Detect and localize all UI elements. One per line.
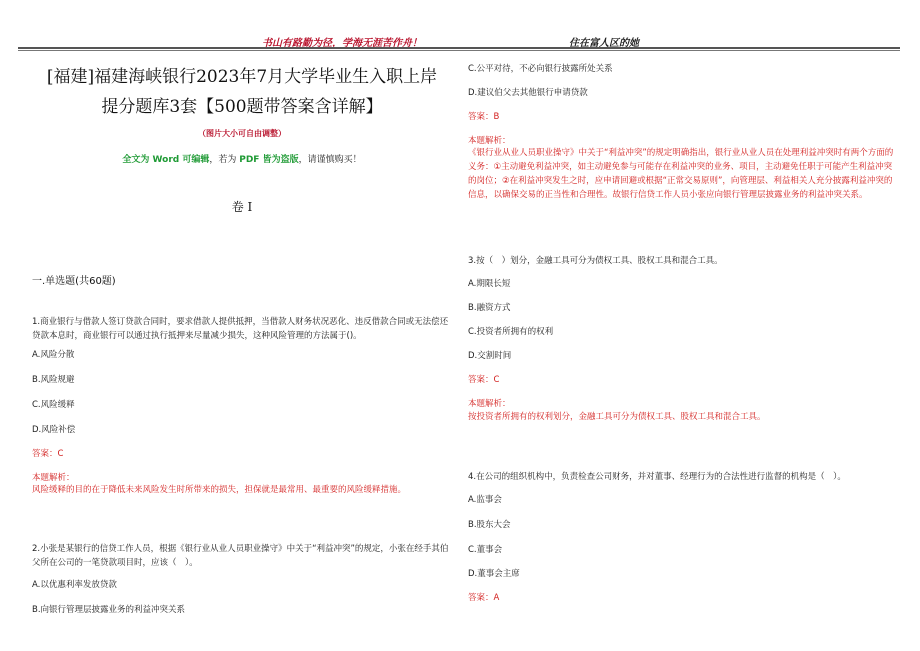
header-divider: [18, 47, 900, 49]
q2-option-a: A.以优惠利率发放贷款: [32, 580, 117, 590]
editable-mid-text: ，若为: [209, 155, 240, 165]
q2-option-b: B.向银行管理层披露业务的利益冲突关系: [32, 605, 186, 615]
section-heading: 一.单选题(共60题): [32, 276, 116, 287]
title-line-2: 提分题库3套【500题带答案含详解】: [101, 97, 383, 117]
editable-notice: [32, 152, 452, 165]
q3-option-d: D.交割时间: [468, 351, 512, 361]
q3-answer: 答案：C: [468, 375, 500, 385]
q2-analysis-title: 本题解析：: [468, 136, 511, 146]
header-slogan: 书山有路勤为径，学海无涯苦作舟！: [262, 38, 422, 49]
q3-stem: 3.按（ ）划分，金融工具可分为债权工具、股权工具和混合工具。: [468, 256, 723, 266]
q3-analysis-title: 本题解析：: [468, 399, 511, 409]
editable-word-text: 全文为 Word 可编辑: [122, 155, 210, 165]
q1-option-c: C.风险缓释: [32, 400, 75, 410]
q4-stem: 4.在公司的组织机构中，负责检查公司财务，并对董事、经理行为的合法性进行监督的机构是（ ）。: [468, 472, 846, 482]
q1-option-d: D.风险补偿: [32, 425, 76, 435]
q3-option-c: C.投资者所拥有的权利: [468, 327, 554, 337]
q2-stem: 2.小张是某银行的信贷工作人员，根据《银行业从业人员职业操守》中关于“利益冲突”的规定，小张在经手其伯父所在公司的一笔贷款项目时，应该（ ）。: [32, 544, 449, 568]
editable-pdf-text: PDF 皆为盗版: [239, 155, 299, 165]
editable-suffix-text: ，请谨慎购买！: [298, 155, 362, 165]
q1-stem: 1.商业银行与借款人签订贷款合同时，要求借款人提供抵押，当借款人财务状况恶化、违反借款合同或无法偿还贷款本息时，商业银行可以通过执行抵押来尽量减少损失，这种风险管理的方法属于()。: [32, 317, 449, 341]
q3-option-b: B.融资方式: [468, 303, 511, 313]
q1-answer: 答案：C: [32, 449, 64, 459]
document-title: [32, 62, 452, 122]
header-motto: 住在富人区的她: [569, 38, 639, 49]
roll-heading: 卷 I: [231, 200, 253, 214]
q2-answer: 答案：B: [468, 112, 500, 122]
q4-option-a: A.监事会: [468, 495, 502, 505]
image-size-note: （图片大小可自由调整）: [198, 129, 286, 138]
q2-option-c: C.公平对待，不必向银行披露所处关系: [468, 64, 613, 74]
q4-answer: 答案：A: [468, 593, 500, 603]
q4-option-b: B.股东大会: [468, 520, 511, 530]
q1-option-a: A.风险分散: [32, 350, 75, 360]
q4-option-c: C.董事会: [468, 545, 503, 555]
q3-analysis: 按投资者所拥有的权利划分，金融工具可分为债权工具、股权工具和混合工具。: [468, 412, 766, 422]
q2-option-d: D.建议伯父去其他银行申请贷款: [468, 88, 588, 98]
q2-analysis: 《银行业从业人员职业操守》中关于“利益冲突”的规定明确指出，银行业从业人员在处理利益冲突时有两个方面的义务：①主动避免利益冲突，如主动避免参与可能存在利益冲突的业务、项目，主动避免任职于可能产生利益冲突的岗位；②在利益冲突发生之时，应申请回避或根据“正常交易原则”，向管理层、利益相关人充分披露利益冲突的信息，以确保交易的正当性和合理性。故银行信贷工作人员小张应向银行管理层披露业务的利益冲突关系。: [468, 148, 894, 200]
q4-option-d: D.董事会主席: [468, 569, 520, 579]
header-divider-thin: [18, 50, 900, 51]
q3-option-a: A.期限长短: [468, 279, 511, 289]
q1-option-b: B.风险规避: [32, 375, 75, 385]
title-line-1: [福建]福建海峡银行2023年7月大学毕业生入职上岸: [46, 67, 438, 87]
q1-analysis: 风险缓释的目的在于降低未来风险发生时所带来的损失，担保就是最常用、最重要的风险缓释措施。: [32, 485, 407, 495]
q1-analysis-title: 本题解析：: [32, 473, 75, 483]
